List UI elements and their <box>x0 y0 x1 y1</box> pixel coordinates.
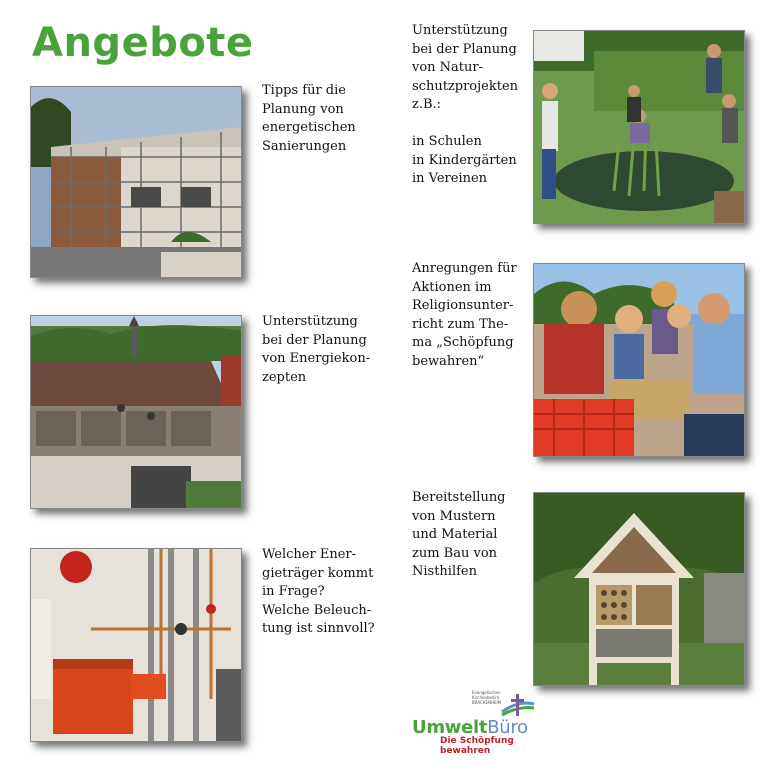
logo-wordmark <box>412 717 528 738</box>
item-text-energy-concepts: Unterstützung bei der Planung von Energiekon- zepten <box>262 314 371 385</box>
item-text-nature-projects: Unterstützung bei der Planung von Natur- schutzprojekten z.B.: in Schulen in Kindergärten in Vereinen <box>412 23 519 186</box>
insect-hotel-photo <box>533 492 745 686</box>
boiler-room-photo <box>30 548 242 742</box>
building-renovation-photo <box>30 86 242 278</box>
logo-church-district-text: Evangelisches Kirchenbezirk BRACKENHEIM <box>472 690 502 705</box>
page-title: Angebote <box>32 20 254 66</box>
nature-project-photo <box>533 30 745 224</box>
roof-solar-photo <box>30 315 242 509</box>
logo-tagline: Die Schöpfung bewahren <box>440 736 514 756</box>
logo-word-umwelt: Umwelt <box>412 717 488 738</box>
item-text-energy-renovation: Tipps für die Planung von energetischen Sanierungen <box>262 83 356 154</box>
logo-cross-icon <box>500 694 536 718</box>
item-text-nesting-aids: Bereitstellung von Mustern und Material zum Bau von Nisthilfen <box>412 490 506 579</box>
umweltbuero-logo <box>410 690 560 756</box>
item-text-energy-source: Welcher Ener- gieträger kommt in Frage? Welche Beleuch- tung ist sinnvoll? <box>262 547 375 636</box>
logo-word-buero: Büro <box>487 717 528 738</box>
item-text-religion-class: Anregungen für Aktionen im Religionsunter- richt zum The- ma „Schöpfung bewahren“ <box>412 261 517 369</box>
children-activity-photo <box>533 263 745 457</box>
